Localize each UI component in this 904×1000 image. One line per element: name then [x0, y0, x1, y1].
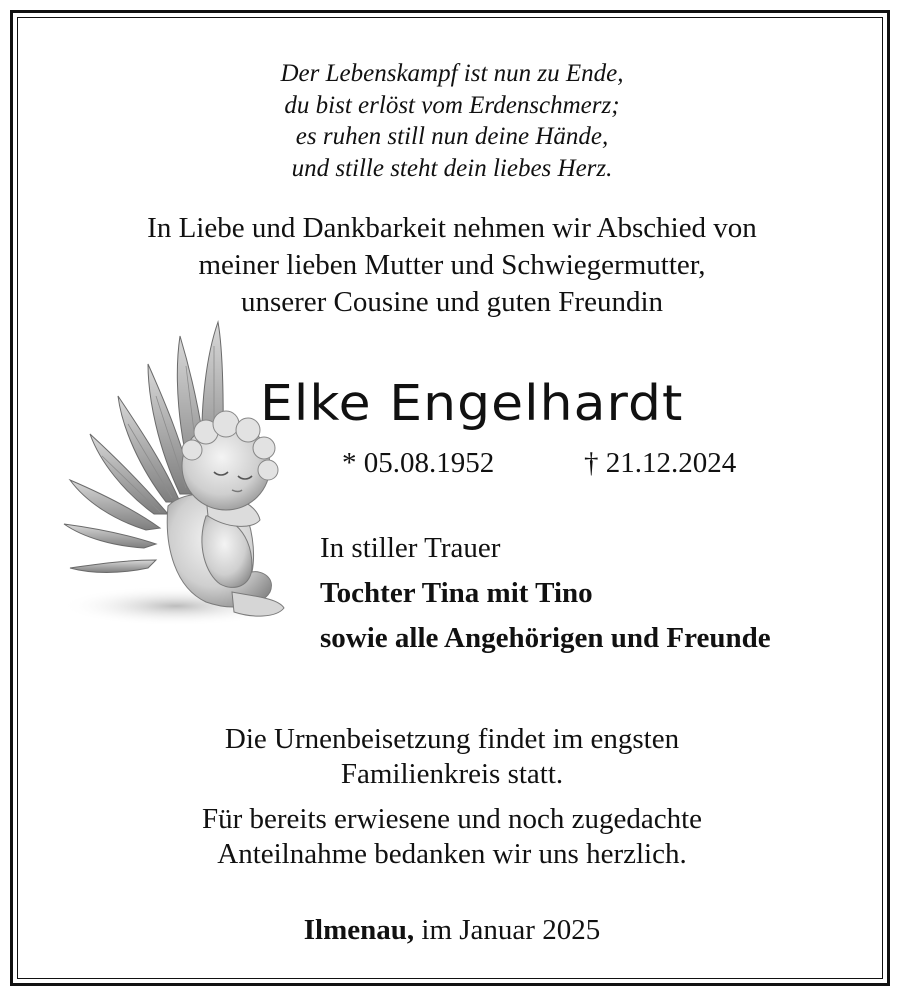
poem — [0, 58, 904, 184]
angel-figure-icon — [56, 316, 296, 632]
footer-place: Ilmenau, — [303, 914, 415, 946]
intro-line: meiner lieben Mutter und Schwiegermutter, — [198, 249, 706, 281]
intro-line: unserer Cousine und guten Freundin — [240, 286, 664, 318]
mourners-block — [320, 526, 771, 661]
poem-line: Der Lebenskampf ist nun zu Ende, — [280, 60, 624, 87]
deceased-name: Elke Engelhardt — [260, 375, 684, 432]
death-date: † 21.12.2024 — [584, 447, 737, 479]
poem-line: du bist erlöst vom Erdenschmerz; — [284, 91, 620, 119]
poem-line: und stille steht dein liebes Herz. — [291, 154, 613, 182]
mourners-others: sowie alle Angehörigen und Freunde — [320, 622, 771, 654]
burial-line: Familienkreis statt. — [340, 758, 564, 790]
burial-line: Die Urnenbeisetzung findet im engsten — [224, 723, 680, 755]
intro-text — [0, 210, 904, 321]
footer-date: im Januar 2025 — [414, 914, 601, 946]
burial-notice — [0, 722, 904, 792]
intro-line: In Liebe und Dankbarkeit nehmen wir Abschied von — [147, 212, 757, 244]
birth-date: * 05.08.1952 — [342, 447, 495, 479]
place-date-footer — [0, 912, 904, 948]
thanks-line: Anteilnahme bedanken wir uns herzlich. — [217, 838, 687, 870]
thanks-notice — [0, 802, 904, 872]
mourners-heading: In stiller Trauer — [320, 532, 501, 564]
thanks-line: Für bereits erwiesene und noch zugedachte — [201, 803, 703, 835]
poem-line: es ruhen still nun deine Hände, — [295, 123, 609, 150]
mourners-family: Tochter Tina mit Tino — [320, 577, 593, 609]
